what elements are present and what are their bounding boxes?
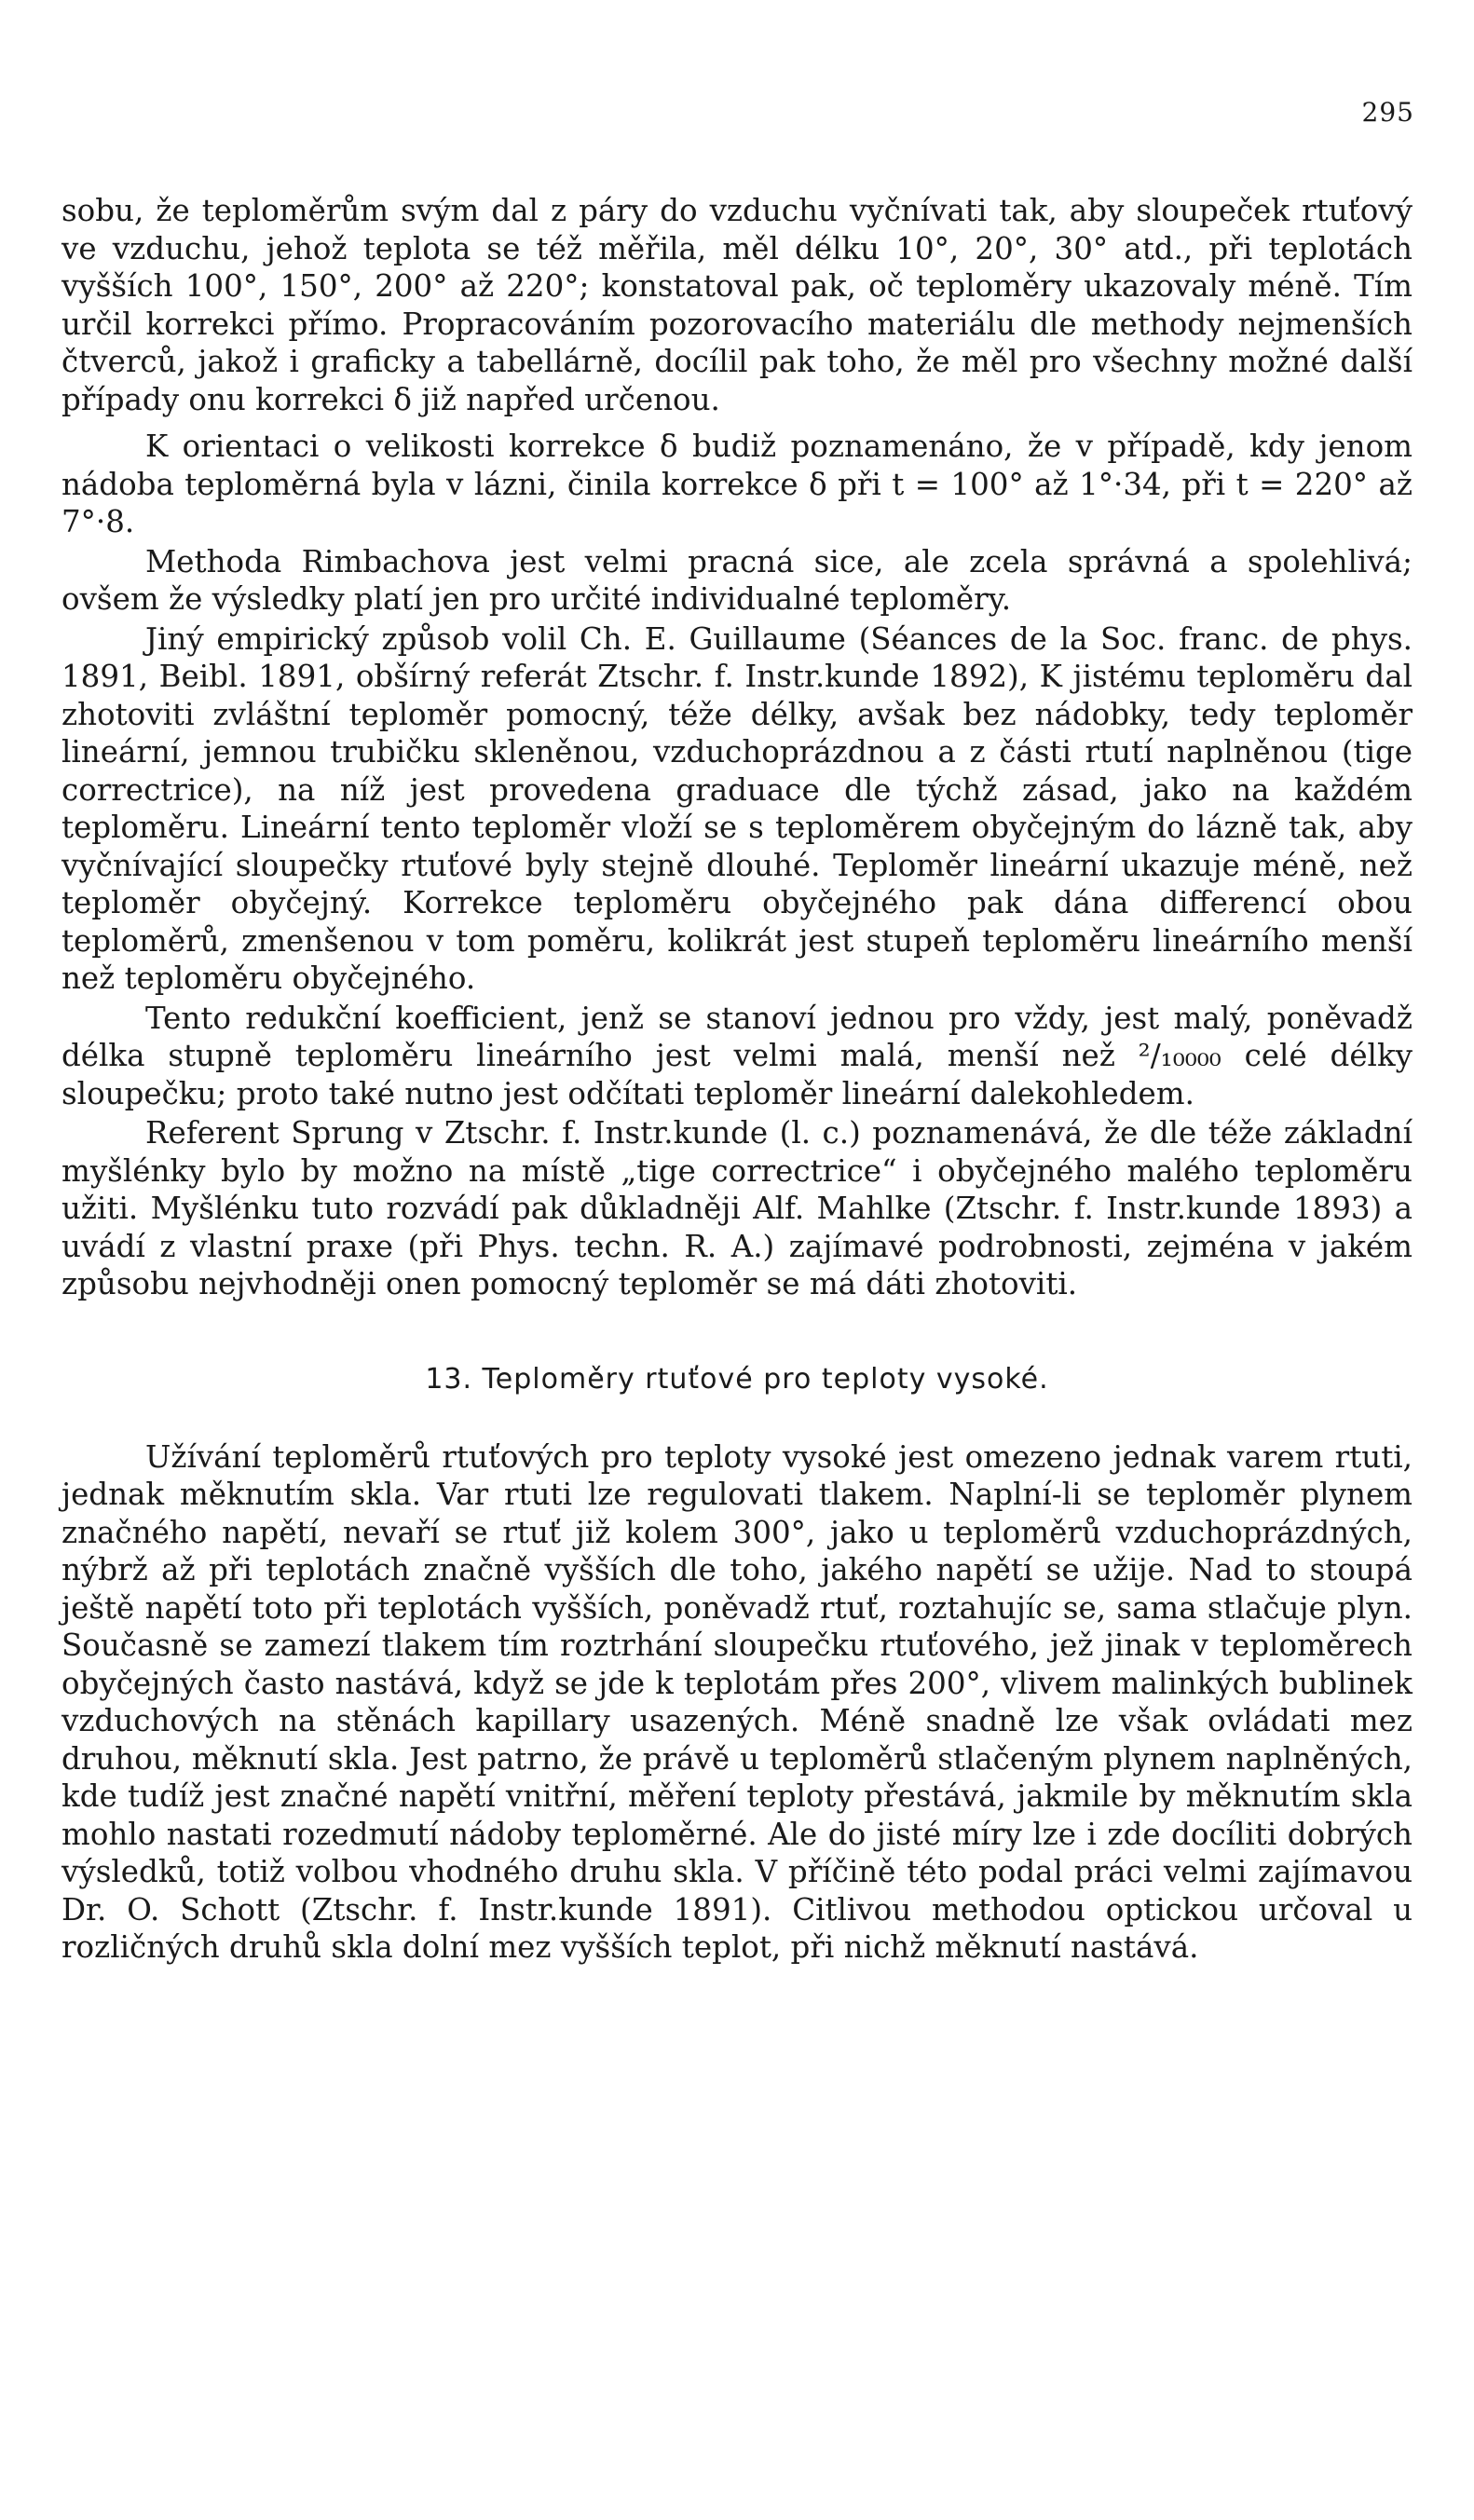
paragraph-correction-magnitude: K orientaci o velikosti korrekce δ budiž poznamenáno, že v případě, kdy jenom nádoba teploměrná byla v lázni, činila korrekce δ při t = 100° až 1°·34, při t = 220° až 7°·8. [61, 429, 1413, 539]
section-heading: 13. Teploměry rtuťové pro teploty vysoké. [425, 1362, 1049, 1396]
paragraph-sprung-referent: Referent Sprung v Ztschr. f. Instr.kunde (l. c.) poznamenává, že dle téže základní myšlénky bylo by možno na místě „tige correctrice“ i obyčejného malého teploměru užiti. Myšlénku tuto rozvádí pak důkladněji Alf. Mahlke (Ztschr. f. Instr.kunde 1893) a uvádí z vlastní praxe (při Phys. techn. R. A.) zajímavé podrobnosti, zejména v jakém způsobu nejvhodněji onen pomocný teploměr se má dáti zhotoviti. [61, 1115, 1413, 1301]
paragraph-reduction-coefficient: Tento redukční koefficient, jenž se stanoví jednou pro vždy, jest malý, poněvadž délka stupně teploměru lineárního jest velmi malá, menší než ²/₁₀₀₀₀ celé délky sloupečku; proto také nutno jest odčítati teploměr lineární dalekohledem. [61, 1000, 1413, 1111]
paragraph-high-temperature: Užívání teploměrů rtuťových pro teploty vysoké jest omezeno jednak varem rtuti, jednak měknutím skla. Var rtuti lze regulovati tlakem. Naplní-li se teploměr plynem značného napětí, nevaří se rtuť již kolem 300°, jako u teploměrů vzduchoprázdných, nýbrž až při teplotách značně vyšších dle toho, jakého napětí se užije. Nad to stoupá ještě napětí toto při teplotách vyšších, poněvadž rtuť, roztahujíc se, sama stlačuje plyn. Současně se zamezí tlakem tím roztrhání sloupečku rtuťového, jež jinak v teploměrech obyčejných často nastává, když se jde k teplotám přes 200°, vlivem malinkých bublinek vzduchových na stěnách kapillary usazených. Méně snadně lze však ovládati mez druhou, měknutí skla. Jest patrno, že právě u teploměrů stlačeným plynem naplněných, kde tudíž jest značné napětí vnitřní, měření teploty přestává, jakmile by měknutím skla mohlo nastati rozedmutí nádoby teploměrné. Ale do jisté míry lze i zde docíliti dobrých výsledků, totiž volbou vhodného druhu skla. V příčině této podal práci velmi zajímavou Dr. O. Schott (Ztschr. f. Instr.kunde 1891). Citlivou methodou optickou určoval u rozličných druhů skla dolní mez vyšších teplot, při nichž měknutí nastává. [61, 1438, 1413, 1965]
page-body [61, 192, 1413, 1976]
page-number: 295 [1361, 97, 1414, 128]
paragraph-rimbach-method: Methoda Rimbachova jest velmi pracná sice, ale zcela správná a spolehlivá; ovšem že výsledky platí jen pro určité individualné teploměry. [61, 543, 1413, 617]
paragraph-guillaume-method: Jiný empirický způsob volil Ch. E. Guillaume (Séances de la Soc. franc. de phys. 1891, Beibl. 1891, obšírný referát Ztschr. f. Instr.kunde 1892), K jistému teploměru dal zhotoviti zvláštní teploměr pomocný, téže délky, avšak bez nádobky, tedy teploměr lineární, jemnou trubičku skleněnou, vzduchoprázdnou a z části rtutí naplněnou (tige correctrice), na níž jest provedena graduace dle týchž zásad, jako na každém teploměru. Lineární tento teploměr vloží se s teploměrem obyčejným do lázně tak, aby vyčnívající sloupečky rtuťové byly stejně dlouhé. Teploměr lineární ukazuje méně, než teploměr obyčejný. Korrekce teploměru obyčejného pak dána differencí obou teploměrů, zmenšenou v tom poměru, kolikrát jest stupeň teploměru lineárního menší než teploměru obyčejného. [61, 620, 1413, 996]
paragraph-continuation: sobu, že teploměrům svým dal z páry do vzduchu vyčnívati tak, aby sloupeček rtuťový ve vzduchu, jehož teplota se též měřila, měl délku 10°, 20°, 30° atd., při teplotách vyšších 100°, 150°, 200° až 220°; konstatoval pak, oč teploměry ukazovaly méně. Tím určil korrekci přímo. Propracováním pozorovacího materiálu dle methody nejmenších čtverců, jakož i graficky a tabellárně, docílil pak toho, že měl pro všechny možné další případy onu korrekci δ již napřed určenou. [61, 193, 1413, 417]
